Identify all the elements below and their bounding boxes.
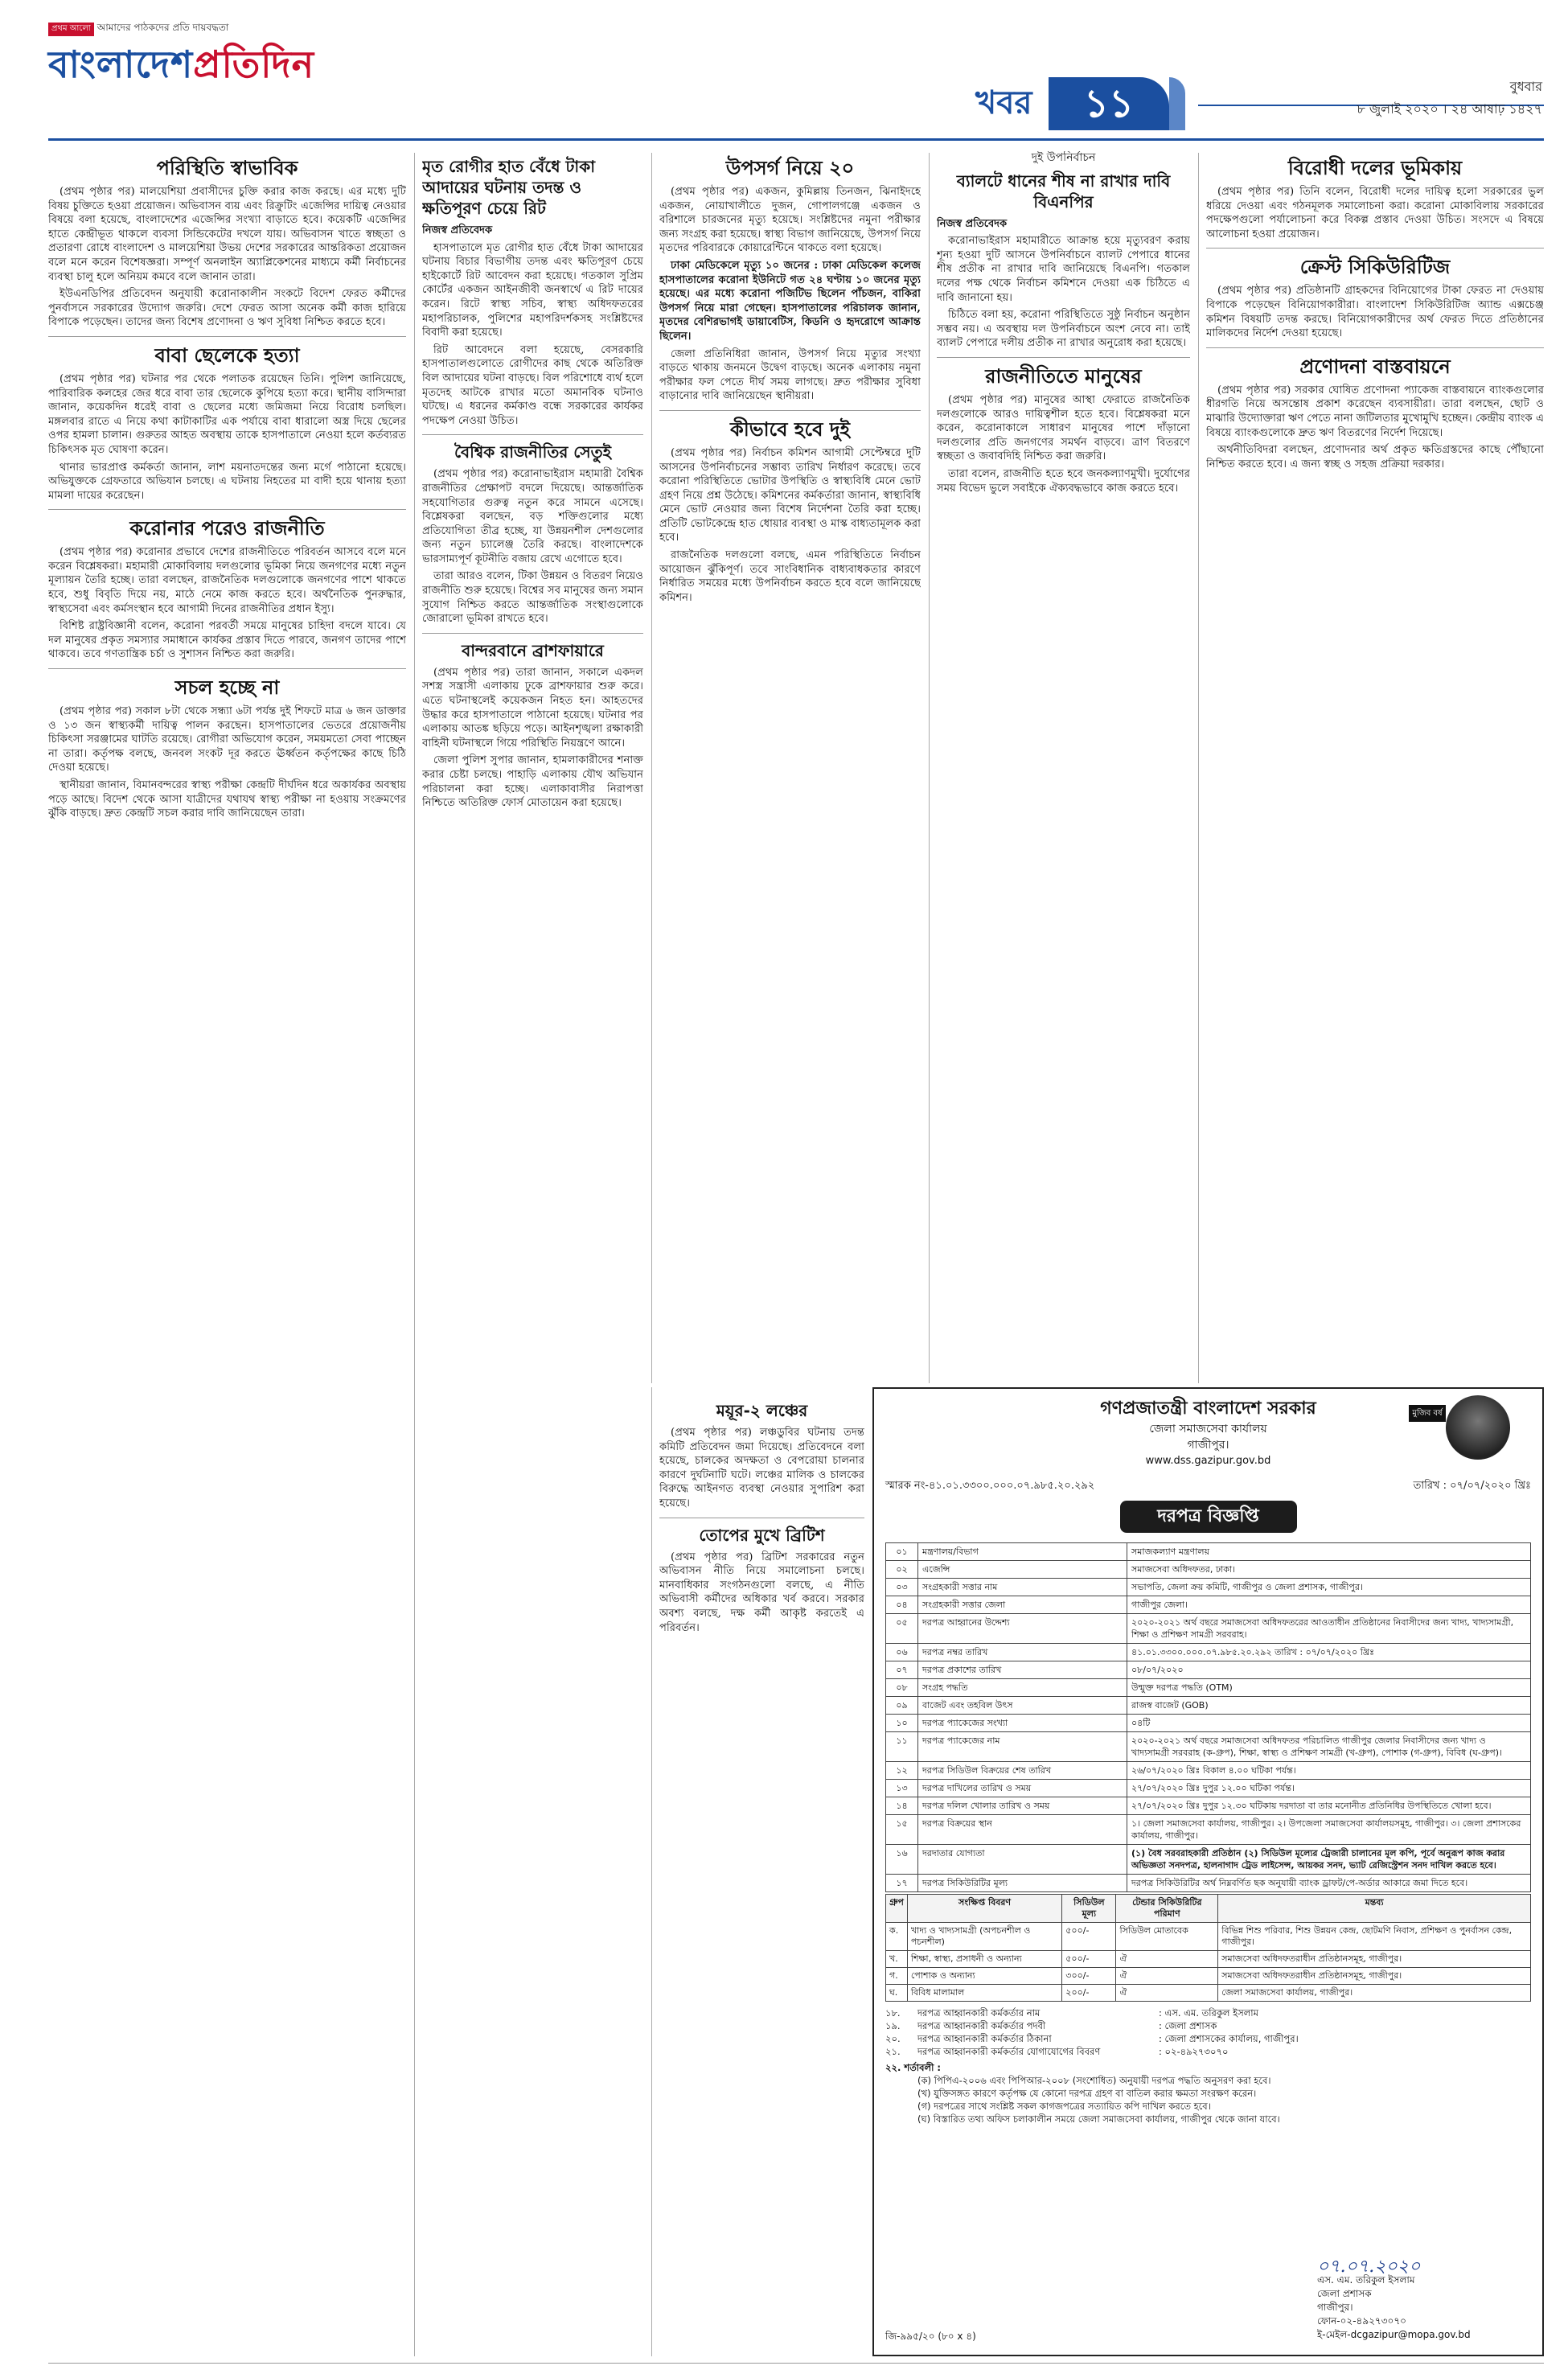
package-cell-d: খাদ্য ও খাদ্যসামগ্রী (অপচনশীল ও পচনশীল) bbox=[907, 1923, 1061, 1951]
divider bbox=[48, 336, 406, 337]
notice-cell-k: বাজেট এবং তহবিল উৎস bbox=[918, 1697, 1127, 1715]
paragraph: তারা বলেন, রাজনীতি হতে হবে জনকল্যাণমুখী। দুর্যোগের সময় বিভেদ ভুলে সবাইকে ঐক্যবদ্ধভাবে কাজ করতে হবে। bbox=[937, 467, 1190, 495]
package-header: সিডিউল মূল্য bbox=[1062, 1895, 1116, 1923]
masthead-bottom-rule bbox=[48, 138, 1544, 141]
headline: করোনার পরেও রাজনীতি bbox=[129, 517, 325, 540]
notice-cell-no: ০৪ bbox=[886, 1596, 918, 1614]
notice-cell-k: দরপত্র প্যাকেজের নাম bbox=[918, 1732, 1127, 1762]
notice-cell-k: দরদাতার যোগ্যতা bbox=[918, 1845, 1127, 1875]
officer-v: : এস. এম. তরিকুল ইসলাম bbox=[1159, 2007, 1259, 2019]
headline: তোপের মুখে ব্রিটিশ bbox=[699, 1525, 825, 1545]
column-divider bbox=[651, 153, 652, 1383]
paragraph: হাসপাতালে মৃত রোগীর হাত বেঁধে টাকা আদায়ের ঘটনায় বিচার বিভাগীয় তদন্ত এবং ক্ষতিপূরণ চেয়ে হাইকোর্টে রিট আবেদন করা হয়েছে। গতকাল সুপ্রিম কোর্টের একজন আইনজীবী জনস্বার্থে এ রিট দায়ের করেন। রিটে স্বাস্থ্য সচিব, স্বাস্থ্য অধিদফতরের মহাপরিচালক, পুলিশের মহাপরিদর্শকসহ সংশ্লিষ্টদের বিবাদী করা হয়েছে। bbox=[422, 241, 643, 339]
notice-cell-v: রাজস্ব বাজেট (GOB) bbox=[1127, 1697, 1531, 1715]
notice-cell-v: সভাপতি, জেলা ক্রয় কমিটি, গাজীপুর ও জেলা প্রশাসক, গাজীপুর। bbox=[1127, 1579, 1531, 1596]
notice-cell-no: ০৮ bbox=[886, 1679, 918, 1697]
paragraph: বিশিষ্ট রাষ্ট্রবিজ্ঞানী বলেন, করোনা পরবর্তী সময়ে মানুষের চাহিদা বদলে যাবে। যে দল মানুষের প্রকৃত সমস্যার সমাধানে কার্যকর প্রস্তাব দিতে পারবে, জনগণ তাদের পাশে থাকবে। তবে গণতান্ত্রিক চর্চা ও সুশাসন নিশ্চিত করা জরুরি। bbox=[48, 620, 406, 661]
package-cell-p: ৫০০/- bbox=[1062, 1923, 1116, 1951]
package-header: গ্রুপ bbox=[886, 1895, 908, 1923]
tagline-text: আমাদের পাঠকদের প্রতি দায়বদ্ধতা bbox=[96, 22, 229, 33]
notice-cell-no: ১৪ bbox=[886, 1797, 918, 1815]
paragraph: (প্রথম পৃষ্ঠার পর) মানুষের আস্থা ফেরাতে রাজনৈতিক দলগুলোকে আরও দায়িত্বশীল হতে হবে। বিশ্লেষকরা মনে করেন, করোনাকালে সাধারণ মানুষের পাশে দাঁড়ানো দলগুলোর প্রতি জনগণের সমর্থন বাড়বে। ত্রাণ বিতরণে স্বচ্ছতা ও জবাবদিহি নিশ্চিত করা জরুরি। bbox=[937, 393, 1190, 463]
notice-row bbox=[886, 1780, 1531, 1797]
notice-cell-no: ১২ bbox=[886, 1762, 918, 1780]
notice-website: www.dss.gazipur.gov.bd bbox=[1145, 1455, 1271, 1467]
government-code: জি-৯৯৫/২০ (৮০ x ৪) bbox=[885, 2331, 976, 2342]
headline: রাজনীতিতে মানুষের bbox=[985, 364, 1142, 388]
kicker: দুই উপনির্বাচন bbox=[1031, 151, 1096, 164]
signer-place: গাজীপুর। bbox=[1317, 2302, 1353, 2313]
signature-block bbox=[1317, 2257, 1510, 2342]
officer-k: দরপত্র আহ্বানকারী কর্মকর্তার ঠিকানা bbox=[917, 2033, 1052, 2044]
notice-cell-k: সংগ্রহ পদ্ধতি bbox=[918, 1679, 1127, 1697]
condition-item: (খ) যুক্তিসঙ্গত কারণে কর্তৃপক্ষ যে কোনো দরপত্র গ্রহণ বা বাতিল করার ক্ষমতা সংরক্ষণ করেন। bbox=[917, 2088, 1257, 2099]
officer-n: ২১. bbox=[885, 2046, 901, 2057]
headline: ক্রেস্ট সিকিউরিটিজ bbox=[1299, 256, 1451, 279]
tender-notice bbox=[872, 1387, 1544, 2356]
notice-row bbox=[886, 1561, 1531, 1579]
headline: সচল হচ্ছে না bbox=[174, 676, 280, 700]
officer-row bbox=[885, 2006, 1531, 2019]
divider bbox=[422, 633, 643, 634]
column-divider bbox=[651, 1387, 652, 2356]
package-cell-g: গ. bbox=[886, 1968, 908, 1985]
notice-cell-v: দরপত্র সিকিউরিটির অর্থ নিম্নবর্ণিত ছক অনুযায়ী ব্যাংক ড্রাফট/পে-অর্ডার আকারে জমা দিতে হবে। bbox=[1127, 1875, 1531, 1892]
paragraph: (প্রথম পৃষ্ঠার পর) মালয়েশিয়া প্রবাসীদের চুক্তি করার কাজ করছে। এর মধ্যে দুটি বিষয় চুক্তিতে হওয়া প্রয়োজন। অভিবাসন ব্যয় এবং রিক্রুটিং এজেন্সির দায়িত্ব নেওয়ার বিষয়ে বলা হয়েছে, বাংলাদেশের এজেন্সির সংখ্যা বাড়াতে হবে। কয়েকটি এজেন্সির হাতে কেন্দ্রীভূত থাকলে ব্যবসা সিন্ডিকেটের দখলে যায়। অভিবাসন খাতে স্বচ্ছতা ও প্রতারণা রোধে বাংলাদেশ ও মালয়েশিয়া উভয় দেশের সরকারের আন্তরিকতা প্রয়োজন বলে মনে করেন বিশেষজ্ঞরা। সম্পূর্ণ অনলাইন অ্যাপ্লিকেশনের মাধ্যমে কর্মী নির্বাচনের ব্যবস্থা চালু হলে অনিয়ম কমবে বলে জানান তারা। bbox=[48, 186, 406, 283]
notice-row bbox=[886, 1543, 1531, 1561]
footer-rule bbox=[48, 2363, 1544, 2364]
tagline-pill: প্রথম আলো bbox=[48, 23, 94, 36]
notice-cell-v: ২০২০-২০২১ অর্থ বছরে সমাজসেবা অধিদফতর পরিচালিত গাজীপুর জেলার নিবাসীদের জন্য খাদ্য ও খাদ্যসামগ্রী সরবরাহ (ক-গ্রুপ), শিক্ষা, স্বাস্থ্য ও প্রশিক্ষণ সামগ্রী (খ-গ্রুপ), পোশাক (গ-গ্রুপ), বিবিধ (ঘ-গ্রুপ)। bbox=[1127, 1732, 1531, 1762]
brand bbox=[48, 21, 314, 98]
headline: উপসর্গ নিয়ে ২০ bbox=[725, 157, 855, 179]
column-3-lower bbox=[659, 1395, 864, 2352]
paragraph: (প্রথম পৃষ্ঠার পর) একজন, কুমিল্লায় তিনজন, ঝিনাইদহে একজন, নোয়াখালীতে দুজন, গোপালগঞ্জে একজন ও বরিশালে চারজনের মৃত্যু হয়েছে। সংশ্লিষ্টদের নমুনা পরীক্ষার জন্য সংগ্রহ করা হয়েছে। স্বাস্থ্য বিভাগ জানিয়েছে, উপসর্গ নিয়ে মৃতদের পরিবারকে কোয়ারেন্টিনে থাকতে বলা হয়েছে। bbox=[659, 186, 921, 255]
signature: ০৭.০৭.২০২০ bbox=[1317, 2257, 1421, 2277]
notice-cell-k: দরপত্র দলিল খোলার তারিখ ও সময় bbox=[918, 1797, 1127, 1815]
headline: ব্যালটে ধানের শীষ না রাখার দাবি বিএনপির bbox=[956, 170, 1171, 212]
officer-n: ২০. bbox=[885, 2033, 901, 2044]
divider bbox=[659, 410, 921, 411]
notice-cell-v: ০৮/০৭/২০২০ bbox=[1127, 1661, 1531, 1679]
divider bbox=[422, 434, 643, 435]
column-divider bbox=[414, 153, 415, 2356]
notice-cell-no: ১৩ bbox=[886, 1780, 918, 1797]
package-row bbox=[886, 1951, 1531, 1968]
divider bbox=[1206, 347, 1544, 348]
package-cell-s: ঐ bbox=[1116, 1968, 1218, 1985]
notice-cell-v: সমাজকল্যাণ মন্ত্রণালয় bbox=[1127, 1543, 1531, 1561]
notice-row bbox=[886, 1797, 1531, 1815]
package-header: মন্তব্য bbox=[1218, 1895, 1531, 1923]
headline: বাবা ছেলেকে হত্যা bbox=[154, 343, 300, 367]
package-cell-s: ঐ bbox=[1116, 1985, 1218, 2002]
notice-row bbox=[886, 1661, 1531, 1679]
package-cell-s: ঐ bbox=[1116, 1951, 1218, 1968]
paragraph: থানার ভারপ্রাপ্ত কর্মকর্তা জানান, লাশ ময়নাতদন্তের জন্য মর্গে পাঠানো হয়েছে। অভিযুক্তকে গ্রেফতারে অভিযান চলছে। এ ঘটনায় নিহতের মা বাদী হয়ে থানায় হত্যা মামলা দায়ের করেছেন। bbox=[48, 461, 406, 502]
column-5 bbox=[1206, 151, 1544, 1382]
divider bbox=[48, 509, 406, 510]
condition-item: (গ) দরপত্রের সাথে সংশ্লিষ্ট সকল কাগজপত্রের সত্যায়িত কপি দাখিল করতে হবে। bbox=[917, 2101, 1211, 2112]
weekday: বুধবার bbox=[1509, 79, 1542, 94]
officer-k: দরপত্র আহ্বানকারী কর্মকর্তার পদবী bbox=[917, 2020, 1046, 2031]
paragraph: রিট আবেদনে বলা হয়েছে, বেসরকারি হাসপাতালগুলোতে রোগীদের কাছ থেকে অতিরিক্ত বিল আদায়ের ঘটনা বাড়ছে। বিল পরিশোধে ব্যর্থ হলে মৃতদেহ আটকে রাখার মতো অমানবিক ঘটনাও ঘটছে। এ ধরনের কর্মকাণ্ড বন্ধে সরকারের কার্যকর পদক্ষেপ নেওয়া উচিত। bbox=[422, 343, 643, 427]
column-1 bbox=[48, 151, 406, 2355]
officer-v: : জেলা প্রশাসক bbox=[1159, 2020, 1217, 2031]
package-cell-g: খ. bbox=[886, 1951, 908, 1968]
notice-cell-k: দরপত্র দাখিলের তারিখ ও সময় bbox=[918, 1780, 1127, 1797]
package-header: সংক্ষিপ্ত বিবরণ bbox=[907, 1895, 1061, 1923]
memo-row bbox=[885, 1479, 1531, 1493]
paragraph: (প্রথম পৃষ্ঠার পর) নির্বাচন কমিশন আগামী সেপ্টেম্বরে দুটি আসনের উপনির্বাচনের সম্ভাব্য তারিখ নির্ধারণ করেছে। তবে করোনা পরিস্থিতিতে ভোটার উপস্থিতি ও স্বাস্থ্যবিধি মেনে ভোট গ্রহণ নিয়ে প্রশ্ন উঠেছে। কমিশনের কর্মকর্তারা জানান, স্বাস্থ্যবিধি মেনে ভোট নেওয়ার জন্য বিশেষ নির্দেশনা তৈরি করা হচ্ছে। প্রতিটি ভোটকেন্দ্রে হাত ধোয়ার ব্যবস্থা ও মাস্ক বাধ্যতামূলক করা হবে। bbox=[659, 446, 921, 544]
column-3 bbox=[659, 151, 921, 1382]
notice-cell-v: ২৭/০৭/২০২০ খ্রিঃ দুপুর ১২.০০ ঘটিকা পর্যন্ত। bbox=[1127, 1780, 1531, 1797]
notice-row bbox=[886, 1815, 1531, 1845]
paragraph: জেলা পুলিশ সুপার জানান, হামলাকারীদের শনাক্ত করার চেষ্টা চলছে। পাহাড়ি এলাকায় যৌথ অভিযান পরিচালনা করা হচ্ছে। এলাকাবাসীর নিরাপত্তা নিশ্চিতে অতিরিক্ত ফোর্স মোতায়েন করা হয়েছে। bbox=[422, 754, 643, 810]
signer-title: জেলা প্রশাসক bbox=[1317, 2288, 1372, 2299]
paragraph: তারা আরও বলেন, টিকা উন্নয়ন ও বিতরণ নিয়েও রাজনীতি শুরু হয়েছে। বিশ্বের সব মানুষের জন্য সমান সুযোগ নিশ্চিত করতে আন্তর্জাতিক সংস্থাগুলোকে জোরালো ভূমিকা রাখতে হবে। bbox=[422, 570, 643, 626]
notice-district: গাজীপুর। bbox=[1187, 1439, 1229, 1452]
officer-n: ১৯. bbox=[885, 2020, 901, 2031]
notice-office: জেলা সমাজসেবা কার্যালয় bbox=[1149, 1423, 1267, 1435]
package-cell-r: সমাজসেবা অধিদফতরাধীন প্রতিষ্ঠানসমূহ, গাজীপুর। bbox=[1218, 1951, 1531, 1968]
package-row bbox=[886, 1923, 1531, 1951]
package-cell-d: পোশাক ও অন্যান্য bbox=[907, 1968, 1061, 1985]
notice-cell-k: দরপত্র সিকিউরিটির মূল্য bbox=[918, 1875, 1127, 1892]
signer-email: ই-মেইল-dcgazipur@mopa.gov.bd bbox=[1317, 2329, 1471, 2340]
notice-cell-no: ১০ bbox=[886, 1715, 918, 1732]
package-cell-r: জেলা সমাজসেবা কার্যালয়, গাজীপুর। bbox=[1218, 1985, 1531, 2002]
paragraph: অর্থনীতিবিদরা বলছেন, প্রণোদনার অর্থ প্রকৃত ক্ষতিগ্রস্তদের কাছে পৌঁছানো নিশ্চিত করতে হবে। এ জন্য স্বচ্ছ ও সহজ প্রক্রিয়া দরকার। bbox=[1206, 444, 1544, 470]
notice-cell-k: এজেন্সি bbox=[918, 1561, 1127, 1579]
notice-cell-no: ০৯ bbox=[886, 1697, 918, 1715]
package-cell-p: ৫০০/- bbox=[1062, 1951, 1116, 1968]
notice-cell-v: ২৬/০৭/২০২০ খ্রিঃ বিকাল ৪.০০ ঘটিকা পর্যন্ত। bbox=[1127, 1762, 1531, 1780]
notice-table bbox=[885, 1542, 1531, 1892]
paragraph: (প্রথম পৃষ্ঠার পর) প্রতিষ্ঠানটি গ্রাহকদের বিনিয়োগের টাকা ফেরত না দেওয়ায় বিপাকে পড়েছেন বিনিয়োগকারীরা। বাংলাদেশ সিকিউরিটিজ অ্যান্ড এক্সচেঞ্জ কমিশন বিষয়টি তদন্ত করছে। বিনিয়োগকারীদের অর্থ ফেরত দিতে প্রতিষ্ঠানের মালিকদের নির্দেশ দেওয়া হয়েছে। bbox=[1206, 285, 1544, 340]
notice-cell-k: সংগ্রহকারী সত্তার জেলা bbox=[918, 1596, 1127, 1614]
package-row bbox=[886, 1985, 1531, 2002]
officer-row bbox=[885, 2019, 1531, 2032]
mujib-year-logo: মুজিব বর্ষ bbox=[1409, 1405, 1446, 1422]
conditions-title: ২২. শর্তাবলী : bbox=[885, 2062, 941, 2073]
package-cell-p: ৩০০/- bbox=[1062, 1968, 1116, 1985]
package-cell-s: সিডিউল মোতাবেক bbox=[1116, 1923, 1218, 1951]
date-block bbox=[1357, 76, 1542, 121]
notice-cell-k: দরপত্র নম্বর তারিখ bbox=[918, 1644, 1127, 1661]
portrait-image bbox=[1446, 1395, 1510, 1460]
notice-row bbox=[886, 1679, 1531, 1697]
notice-cell-v: উন্মুক্ত দরপত্র পদ্ধতি (OTM) bbox=[1127, 1679, 1531, 1697]
memo-number: স্মারক নং-৪১.০১.৩৩০০.০০০.০৭.৯৮৫.২০.২৯২ bbox=[885, 1480, 1095, 1492]
masthead bbox=[0, 0, 1568, 142]
notice-cell-no: ০৬ bbox=[886, 1644, 918, 1661]
notice-cell-v: ৪১.০১.৩৩০০.০০০.০৭.৯৮৫.২০.২৯২ তারিখ : ০৭/০৭/২০২০ খ্রিঃ bbox=[1127, 1644, 1531, 1661]
notice-row bbox=[886, 1697, 1531, 1715]
paragraph: (প্রথম পৃষ্ঠার পর) করোনার প্রভাবে দেশের রাজনীতিতে পরিবর্তন আসবে বলে মনে করেন বিশ্লেষকরা। মহামারী মোকাবিলায় দলগুলোর ভূমিকা নিয়ে জনগণের মধ্যে নতুন মূল্যায়ন তৈরি হচ্ছে। তারা বলছেন, রাজনৈতিক দলগুলোকে জনগণের পাশে থাকতে হবে, শুধু বিবৃতি দিয়ে নয়, মাঠে নেমে কাজ করতে হবে। অর্থনৈতিক পুনরুদ্ধার, স্বাস্থ্যসেবা এবং কর্মসংস্থান হবে আগামী দিনের রাজনীতির প্রধান ইস্যু। bbox=[48, 546, 406, 615]
paragraph: (প্রথম পৃষ্ঠার পর) ঘটনার পর থেকে পলাতক রয়েছেন তিনি। পুলিশ জানিয়েছে, পারিবারিক কলহের জের ধরে বাবা তার ছেলেকে কুপিয়ে হত্যা করে। স্থানীয় বাসিন্দারা জানান, কয়েকদিন ধরেই বাবা ও ছেলের মধ্যে জমিজমা নিয়ে বিরোধ চলছিল। মঙ্গলবার রাতে এ নিয়ে কথা কাটাকাটির এক পর্যায়ে বাবা ধারালো অস্ত্র দিয়ে ছেলের ওপর হামলা চালান। গুরুতর আহত অবস্থায় তাকে হাসপাতালে নেওয়া হলে কর্তব্যরত চিকিৎসক মৃত ঘোষণা করেন। bbox=[48, 372, 406, 456]
notice-cell-v: ২৭/০৭/২০২০ খ্রিঃ দুপুর ১২.৩০ ঘটিকায় দরদাতা বা তার মনোনীত প্রতিনিধির উপস্থিতিতে খোলা হবে। bbox=[1127, 1797, 1531, 1815]
notice-cell-no: ০২ bbox=[886, 1561, 918, 1579]
notice-row bbox=[886, 1579, 1531, 1596]
notice-cell-v: ০৪টি bbox=[1127, 1715, 1531, 1732]
paragraph: (প্রথম পৃষ্ঠার পর) করোনাভাইরাস মহামারী বৈশ্বিক রাজনীতির প্রেক্ষাপট বদলে দিয়েছে। আন্তর্জাতিক সহযোগিতার গুরুত্ব নতুন করে সামনে এসেছে। বিশ্লেষকরা বলছেন, বড় শক্তিগুলোর মধ্যে প্রতিযোগিতা তীব্র হচ্ছে, যা উন্নয়নশীল দেশগুলোর জন্য নতুন চ্যালেঞ্জ তৈরি করছে। বাংলাদেশকে ভারসাম্যপূর্ণ কূটনীতি বজায় রেখে এগোতে হবে। bbox=[422, 468, 643, 565]
column-divider bbox=[929, 153, 930, 1383]
notice-row bbox=[886, 1732, 1531, 1762]
notice-cell-k: দরপত্র প্যাকেজের সংখ্যা bbox=[918, 1715, 1127, 1732]
notice-cell-k: দরপত্র প্রকাশের তারিখ bbox=[918, 1661, 1127, 1679]
paragraph: রাজনৈতিক দলগুলো বলছে, এমন পরিস্থিতিতে নির্বাচন আয়োজন ঝুঁকিপূর্ণ। তবে সাংবিধানিক বাধ্যবাধকতার কারণে নির্ধারিত সময়ের মধ্যে উপনির্বাচন করতে হবে বলে জানিয়েছে কমিশন। bbox=[659, 549, 921, 604]
notice-cell-no: ১৬ bbox=[886, 1845, 918, 1875]
notice-cell-v: ১। জেলা সমাজসেবা কার্যালয়, গাজীপুর। ২। উপজেলা সমাজসেবা কার্যালয়সমূহ, গাজীপুর। ৩। জেলা প্রশাসকের কার্যালয়, গাজীপুর। bbox=[1127, 1815, 1531, 1845]
officer-n: ১৮. bbox=[885, 2007, 901, 2019]
notice-cell-v: গাজীপুর জেলা। bbox=[1127, 1596, 1531, 1614]
headline: বিরোধী দলের ভূমিকায় bbox=[1287, 157, 1463, 179]
headline: মৃত রোগীর হাত বেঁধে টাকা আদায়ের ঘটনায় তদন্ত ও ক্ষতিপূরণ চেয়ে রিট bbox=[422, 157, 596, 218]
paragraph: (প্রথম পৃষ্ঠার পর) তিনি বলেন, বিরোধী দলের দায়িত্ব হলো সরকারের ভুল ধরিয়ে দেওয়া এবং গঠনমূলক সমালোচনা করা। করোনা মোকাবিলায় সরকারের পদক্ষেপগুলো পর্যালোচনা করে বিকল্প প্রস্তাব দেওয়া উচিত। সংসদে এ বিষয়ে আলোচনা হওয়া প্রয়োজন। bbox=[1206, 186, 1544, 240]
package-cell-r: সমাজসেবা অধিদফতরাধীন প্রতিষ্ঠানসমূহ, গাজীপুর। bbox=[1218, 1968, 1531, 1985]
issue-date: ৮ জুলাই ২০২০ । ২৪ আষাঢ় ১৪২৭ bbox=[1357, 101, 1542, 117]
paragraph: (প্রথম পৃষ্ঠার পর) লঞ্চডুবির ঘটনায় তদন্ত কমিটি প্রতিবেদন জমা দিয়েছে। প্রতিবেদনে বলা হয়েছে, চালকের অদক্ষতা ও বেপরোয়া চালনার কারণে দুর্ঘটনাটি ঘটে। লঞ্চের মালিক ও চালকের বিরুদ্ধে আইনগত ব্যবস্থা নেওয়ার সুপারিশ করা হয়েছে। bbox=[659, 1427, 864, 1509]
headline: ময়ূর-২ লঞ্চের bbox=[716, 1401, 808, 1420]
column-4 bbox=[937, 151, 1190, 1382]
package-cell-r: বিভিন্ন শিশু পরিবার, শিশু উন্নয়ন কেন্দ্র, ছোটমণি নিবাস, প্রশিক্ষণ ও পুনর্বাসন কেন্দ্র, গাজীপুর। bbox=[1218, 1923, 1531, 1951]
notice-tail bbox=[885, 2006, 1531, 2126]
headline: প্রণোদনা বাস্তবায়নে bbox=[1299, 355, 1451, 378]
package-cell-p: ২০০/- bbox=[1062, 1985, 1116, 2002]
package-cell-d: শিক্ষা, স্বাস্থ্য, প্রসাধনী ও অন্যান্য bbox=[907, 1951, 1061, 1968]
package-table bbox=[885, 1894, 1531, 2002]
notice-cell-no: ০৫ bbox=[886, 1614, 918, 1644]
notice-cell-no: ১৭ bbox=[886, 1875, 918, 1892]
officer-k: দরপত্র আহ্বানকারী কর্মকর্তার নাম bbox=[917, 2007, 1041, 2019]
notice-cell-no: ০১ bbox=[886, 1543, 918, 1561]
paragraph: স্থানীয়রা জানান, বিমানবন্দরের স্বাস্থ্য পরীক্ষা কেন্দ্রটি দীর্ঘদিন ধরে অকার্যকর অবস্থায় পড়ে আছে। বিদেশ থেকে আসা যাত্রীদের যথাযথ স্বাস্থ্য পরীক্ষা না হওয়ায় সংক্রমণের ঝুঁকি বাড়ছে। দ্রুত কেন্দ্রটি সচল করার দাবি জানিয়েছেন তারা। bbox=[48, 779, 406, 820]
condition-item: (ক) পিপিএ-২০০৬ এবং পিপিআর-২০০৮ (সংশোধিত) অনুযায়ী দরপত্র পদ্ধতি অনুসরণ করা হবে। bbox=[917, 2075, 1271, 2086]
notice-cell-no: ০৩ bbox=[886, 1579, 918, 1596]
package-header: টেন্ডার সিকিউরিটির পরিমাণ bbox=[1116, 1895, 1218, 1923]
notice-row bbox=[886, 1762, 1531, 1780]
notice-cell-v: (১) বৈধ সরবরাহকারী প্রতিষ্ঠান (২) সিডিউল মূল্যের ট্রেজারী চালানের মূল কপি, পূর্বে অনুরূপ কাজ করার অভিজ্ঞতা সনদপত্র, হালনাগাদ ট্রেড লাইসেন্স, আয়কর সনদ, ভ্যাট রেজিস্ট্রেশন সনদ দাখিল করতে হবে। bbox=[1127, 1845, 1531, 1875]
package-cell-g: ক. bbox=[886, 1923, 908, 1951]
notice-cell-k: দরপত্র সিডিউল বিক্রয়ের শেষ তারিখ bbox=[918, 1762, 1127, 1780]
paragraph: ইউএনডিপির প্রতিবেদন অনুযায়ী করোনাকালীন সংকটে বিদেশ ফেরত কর্মীদের পুনর্বাসনে সরকারের উদ্যোগ জরুরি। দেশে ফেরত আসা অনেক কর্মী কাজ হারিয়ে বিপাকে পড়েছেন। তাদের জন্য বিশেষ প্রণোদনা ও ঋণ সুবিধা নিশ্চিত করতে হবে। bbox=[48, 288, 406, 329]
headline: কীভাবে হবে দুই bbox=[730, 417, 850, 441]
headline: বৈশ্বিক রাজনীতির সেতুই bbox=[454, 442, 612, 462]
newspaper-logo bbox=[48, 37, 314, 98]
notice-row bbox=[886, 1845, 1531, 1875]
divider bbox=[937, 357, 1190, 358]
officer-v: : ০২-৪৯২৭৩০৭০ bbox=[1159, 2046, 1229, 2057]
paragraph: জেলা প্রতিনিধিরা জানান, উপসর্গ নিয়ে মৃত্যুর সংখ্যা বাড়তে থাকায় জনমনে উদ্বেগ বাড়ছে। অনেক এলাকায় নমুনা পরীক্ষার ফল পেতে দীর্ঘ সময় লাগছে। দ্রুত পরীক্ষার সুবিধা বাড়ানোর দাবি জানিয়েছেন স্থানীয়রা। bbox=[659, 347, 921, 403]
notice-badge: দরপত্র বিজ্ঞপ্তি bbox=[1120, 1501, 1297, 1533]
logo-part-b: প্রতিদিন bbox=[193, 43, 315, 86]
condition-item: (ঘ) বিস্তারিত তথ্য অফিস চলাকালীন সময়ে জেলা সমাজসেবা কার্যালয়, গাজীপুর থেকে জানা যাবে। bbox=[917, 2113, 1280, 2125]
column-divider bbox=[1198, 153, 1199, 1383]
paragraph: (প্রথম পৃষ্ঠার পর) সরকার ঘোষিত প্রণোদনা প্যাকেজ বাস্তবায়নে ব্যাংকগুলোর ধীরগতি নিয়ে অসন্তোষ প্রকাশ করেছেন ব্যবসায়ীরা। তারা বলছেন, ছোট ও মাঝারি উদ্যোক্তারা ঋণ পেতে নানা জটিলতার মুখোমুখি হচ্ছেন। কেন্দ্রীয় ব্যাংক এ বিষয়ে ব্যাংকগুলোকে দ্রুত ঋণ বিতরণের নির্দেশ দিয়েছে। bbox=[1206, 384, 1544, 439]
notice-row bbox=[886, 1614, 1531, 1644]
memo-date: তারিখ : ০৭/০৭/২০২০ খ্রিঃ bbox=[1413, 1480, 1531, 1492]
notice-cell-k: দরপত্র বিক্রয়ের স্থান bbox=[918, 1815, 1127, 1845]
paragraph: চিঠিতে বলা হয়, করোনা পরিস্থিতিতে সুষ্ঠু নির্বাচন অনুষ্ঠান সম্ভব নয়। এ অবস্থায় দল উপনির্বাচনে অংশ নেবে না। তাই ব্যালট পেপারে দলীয় প্রতীক না রাখার অনুরোধ করা হয়েছে। bbox=[937, 309, 1190, 350]
signer-name: এস. এম. তরিকুল ইসলাম bbox=[1317, 2274, 1415, 2286]
paragraph: (প্রথম পৃষ্ঠার পর) ব্রিটিশ সরকারের নতুন অভিবাসন নীতি নিয়ে সমালোচনা চলছে। মানবাধিকার সংগঠনগুলো বলছে, এ নীতি অভিবাসী কর্মীদের অধিকার খর্ব করবে। সরকার অবশ্য বলছে, দক্ষ কর্মী আকৃষ্ট করতেই এ পরিবর্তন। bbox=[659, 1550, 864, 1634]
notice-cell-k: দরপত্র আহ্বানের উদ্দেশ্য bbox=[918, 1614, 1127, 1644]
section-name: খবর bbox=[975, 84, 1032, 121]
notice-cell-v: সমাজসেবা অধিদফতর, ঢাকা। bbox=[1127, 1561, 1531, 1579]
paragraph: ঢাকা মেডিকেলে মৃত্যু ১০ জনের : ঢাকা মেডিকেল কলেজ হাসপাতালের করোনা ইউনিটে গত ২৪ ঘণ্টায় ১০ জনের মৃত্যু হয়েছে। এর মধ্যে করোনা পজিটিভ ছিলেন পাঁচজন, বাকিরা উপসর্গ নিয়ে মারা গেছেন। হাসপাতালের পরিচালক জানান, মৃতদের বেশিরভাগই ডায়াবেটিস, কিডনি ও হৃদরোগে আক্রান্ত ছিলেন। bbox=[659, 259, 921, 343]
officer-row bbox=[885, 2045, 1531, 2058]
notice-cell-v: ২০২০-২০২১ অর্থ বছরে সমাজসেবা অধিদফতরের আওতাধীন প্রতিষ্ঠানের নিবাসীদের জন্য খাদ্য, খাদ্যসামগ্রী, শিক্ষা ও প্রশিক্ষণ সামগ্রী সরবরাহ। bbox=[1127, 1614, 1531, 1644]
divider bbox=[48, 668, 406, 669]
paragraph: করোনাভাইরাস মহামারীতে আক্রান্ত হয়ে মৃত্যুবরণ করায় শূন্য হওয়া দুটি আসনে উপনির্বাচনে ব্যালট পেপারে ধানের শীষ প্রতীক না রাখার দাবি জানিয়েছে বিএনপি। গতকাল দলের পক্ষ থেকে নির্বাচন কমিশনে দেওয়া এক চিঠিতে এ দাবি জানানো হয়। bbox=[937, 235, 1190, 304]
package-cell-d: বিবিধ মালামাল bbox=[907, 1985, 1061, 2002]
column-2 bbox=[422, 151, 643, 2355]
notice-cell-no: ১৫ bbox=[886, 1815, 918, 1845]
notice-row bbox=[886, 1715, 1531, 1732]
notice-cell-no: ০৭ bbox=[886, 1661, 918, 1679]
byline: নিজস্ব প্রতিবেদক bbox=[422, 224, 493, 236]
notice-title: গণপ্রজাতন্ত্রী বাংলাদেশ সরকার bbox=[1100, 1399, 1316, 1419]
officer-row bbox=[885, 2032, 1531, 2045]
paragraph: (প্রথম পৃষ্ঠার পর) সকাল ৮টা থেকে সন্ধ্যা ৬টা পর্যন্ত দুই শিফটে মাত্র ৬ জন ডাক্তার ও ১৩ জন স্বাস্থ্যকর্মী দায়িত্ব পালন করছেন। হাসপাতালের ভেতরে প্রয়োজনীয় চিকিৎসা সরঞ্জামের ঘাটতি রয়েছে। রোগীরা অভিযোগ করেন, সময়মতো সেবা পাচ্ছেন না তারা। কর্তৃপক্ষ বলছে, জনবল সংকট দূর করতে ঊর্ধ্বতন কর্তৃপক্ষের কাছে চিঠি দেওয়া হয়েছে। bbox=[48, 705, 406, 774]
package-row bbox=[886, 1968, 1531, 1985]
headline: পরিস্থিতি স্বাভাবিক bbox=[156, 157, 298, 179]
package-cell-g: ঘ. bbox=[886, 1985, 908, 2002]
headline: বান্দরবানে ব্রাশফায়ারে bbox=[462, 640, 604, 660]
paragraph: (প্রথম পৃষ্ঠার পর) তারা জানান, সকালে একদল সশস্ত্র সন্ত্রাসী এলাকায় ঢুকে ব্রাশফায়ার শুরু করে। এতে ঘটনাস্থলেই কয়েকজন নিহত হন। আহতদের উদ্ধার করে হাসপাতালে পাঠানো হয়েছে। ঘটনার পর এলাকায় আতঙ্ক ছড়িয়ে পড়ে। আইনশৃঙ্খলা রক্ষাকারী বাহিনী ঘটনাস্থলে গিয়ে পরিস্থিতি নিয়ন্ত্রণে আনে। bbox=[422, 666, 643, 750]
byline: নিজস্ব প্রতিবেদক bbox=[937, 217, 1008, 230]
notice-cell-no: ১১ bbox=[886, 1732, 918, 1762]
notice-row bbox=[886, 1875, 1531, 1892]
tagline bbox=[48, 21, 314, 37]
notice-row bbox=[886, 1596, 1531, 1614]
officer-k: দরপত্র আহ্বানকারী কর্মকর্তার যোগাযোগের বিবরণ bbox=[917, 2046, 1101, 2057]
logo-part-a: বাংলাদেশ bbox=[48, 43, 194, 86]
page-number: ১১ bbox=[1049, 77, 1169, 130]
notice-cell-k: মন্ত্রণালয়/বিভাগ bbox=[918, 1543, 1127, 1561]
officer-v: : জেলা প্রশাসকের কার্যালয়, গাজীপুর। bbox=[1159, 2033, 1299, 2044]
signer-phone: ফোন-০২-৪৯২৭৩০৭০ bbox=[1317, 2315, 1406, 2327]
notice-cell-k: সংগ্রহকারী সত্তার নাম bbox=[918, 1579, 1127, 1596]
notice-row bbox=[886, 1644, 1531, 1661]
